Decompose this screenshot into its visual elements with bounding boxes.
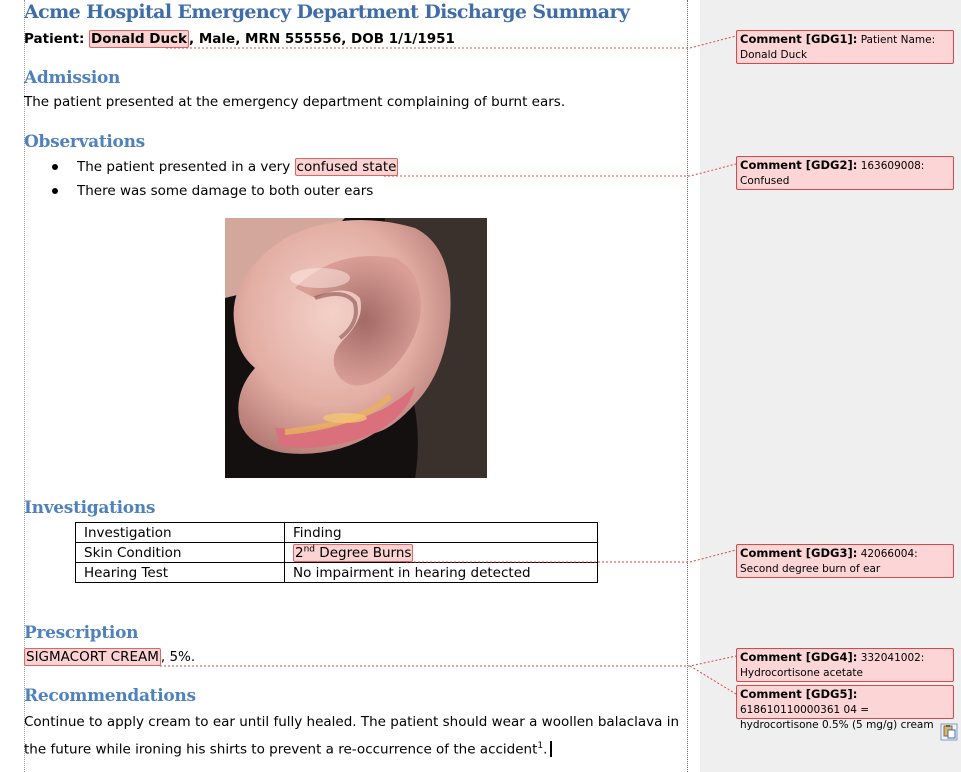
- ear-illustration: [225, 218, 487, 478]
- patient-details: , Male, MRN 555556, DOB 1/1/1951: [189, 31, 455, 47]
- finding-text: Degree Burns: [315, 544, 412, 561]
- observations-heading: Observations: [24, 132, 145, 152]
- comment-text: 163609008: Confused: [740, 160, 925, 187]
- comment-text: Patient Name: Donald Duck: [740, 34, 936, 61]
- ear-burn-photo[interactable]: [225, 218, 487, 478]
- cell-finding: No impairment in hearing detected: [285, 563, 598, 583]
- recommendations-heading: Recommendations: [24, 686, 196, 706]
- table-row: [76, 543, 598, 563]
- comment-text: 332041002: Hydrocortisone acetate: [740, 652, 925, 679]
- admission-text: The patient presented at the emergency department complaining of burnt ears.: [24, 94, 566, 110]
- document-title: Acme Hospital Emergency Department Discharge Summary: [24, 1, 630, 23]
- comment-text: 618610110000361 04 = hydrocortisone 0.5% (5 mg/g) cream: [740, 704, 934, 731]
- finding-ordinal: nd: [303, 544, 316, 555]
- recommendation-end: .: [543, 741, 548, 758]
- sigmacort-highlight[interactable]: SIGMACORT CREAM: [26, 649, 159, 665]
- comment-gdg1[interactable]: [736, 30, 954, 64]
- paste-options-icon[interactable]: [940, 723, 958, 741]
- cell-investigation: Skin Condition: [76, 543, 285, 563]
- comment-gdg2[interactable]: [736, 156, 954, 190]
- admission-heading: Admission: [24, 68, 121, 88]
- table-row: [76, 563, 598, 583]
- prescription-heading: Prescription: [24, 623, 139, 643]
- recommendation-body: Continue to apply cream to ear until fully healed. The patient should wear a woollen balaclava in the future while ironing his shirts to prevent a re-occurrence of the accident: [24, 714, 680, 758]
- table-row: [76, 523, 598, 543]
- prescription-line: [24, 649, 195, 665]
- cell-investigation: Hearing Test: [76, 563, 285, 583]
- footnote-ref[interactable]: 1: [537, 741, 544, 751]
- prescription-strength: , 5%.: [160, 649, 196, 665]
- patient-label: Patient:: [24, 31, 85, 47]
- right-margin-guide: [687, 0, 688, 772]
- investigations-table: [75, 522, 598, 583]
- cell-finding: [285, 543, 598, 563]
- observations-list: [24, 157, 398, 205]
- comment-label: Comment [GDG3]:: [740, 546, 858, 560]
- comment-gdg3[interactable]: [736, 544, 954, 578]
- comment-label: Comment [GDG4]:: [740, 650, 858, 664]
- confused-state-highlight[interactable]: confused state: [296, 159, 397, 175]
- header-investigation: Investigation: [76, 523, 285, 543]
- finding-number: 2: [295, 544, 304, 561]
- header-finding: Finding: [285, 523, 598, 543]
- list-item: There was some damage to both outer ears: [24, 181, 398, 205]
- list-item: [24, 157, 398, 181]
- second-degree-burns-highlight[interactable]: [293, 544, 413, 562]
- patient-name-highlight[interactable]: Donald Duck: [91, 31, 188, 47]
- comment-label: Comment [GDG5]:: [740, 687, 858, 701]
- patient-line: [24, 31, 455, 47]
- comment-gdg4[interactable]: [736, 648, 954, 682]
- comment-label: Comment [GDG2]:: [740, 158, 858, 172]
- comment-text: 42066004: Second degree burn of ear: [740, 548, 918, 575]
- investigations-heading: Investigations: [24, 498, 156, 518]
- pane-gap: [688, 0, 700, 772]
- observation-text: The patient presented in a very: [77, 159, 295, 175]
- text-cursor: [550, 741, 552, 757]
- recommendations-text[interactable]: [24, 710, 688, 762]
- comment-gdg5[interactable]: [736, 685, 954, 731]
- comment-label: Comment [GDG1]:: [740, 32, 858, 46]
